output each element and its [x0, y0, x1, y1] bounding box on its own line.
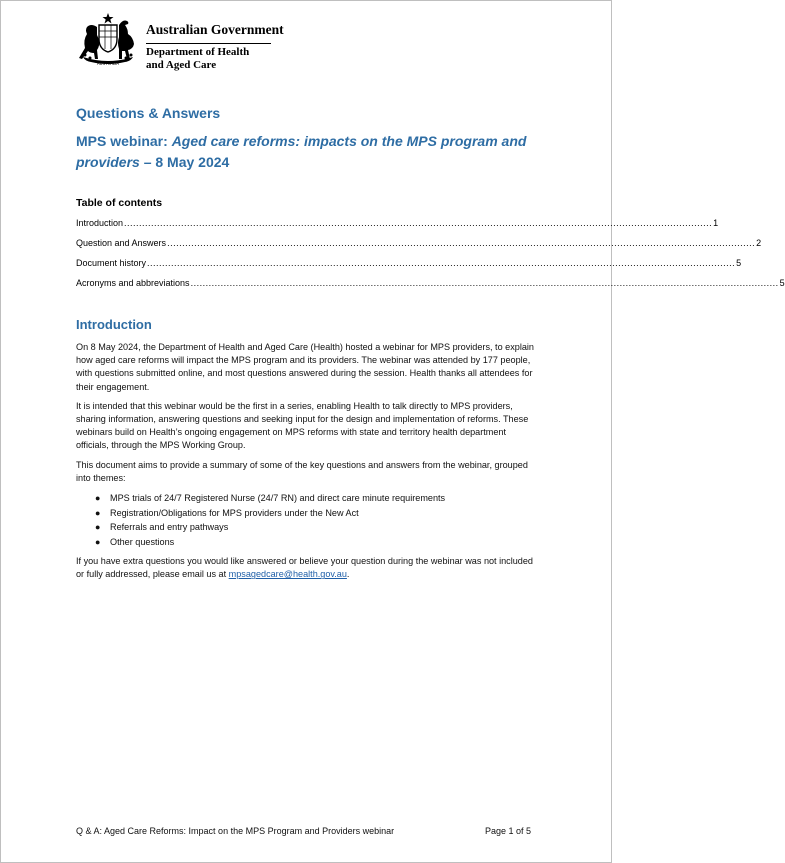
introduction-body: [76, 341, 538, 587]
toc-heading: Table of contents: [76, 197, 163, 209]
bullet-icon: ●: [95, 522, 101, 533]
bullet-icon: ●: [95, 493, 101, 504]
footer-page-number: Page 1 of 5: [485, 826, 532, 836]
closing-paragraph: [76, 555, 538, 581]
toc-leader: ....................................................................................................................................................................................................: [167, 238, 756, 248]
list-item-text: Referrals and entry pathways: [110, 522, 229, 533]
list-item: [95, 535, 538, 550]
coat-of-arms-icon: [75, 11, 141, 67]
table-of-contents: [76, 218, 785, 298]
page-title: [76, 131, 546, 173]
toc-leader: ....................................................................................................................................................................................................: [124, 218, 713, 228]
logo-department-text: [146, 46, 249, 72]
toc-entry-page: 5: [736, 258, 742, 268]
toc-leader: ....................................................................................................................................................................................................: [190, 278, 779, 288]
qa-heading: Questions & Answers: [76, 105, 221, 121]
title-prefix: MPS webinar:: [76, 133, 172, 149]
introduction-heading: Introduction: [76, 317, 152, 332]
list-item: [95, 520, 538, 535]
logo-department-line1: Department of Health: [146, 46, 250, 58]
email-link[interactable]: mpsagedcare@health.gov.au: [228, 569, 347, 580]
toc-entry-document-history[interactable]: [76, 258, 742, 278]
logo-department-line2: and Aged Care: [146, 59, 217, 71]
list-item: [95, 506, 538, 521]
list-item-text: Other questions: [110, 536, 175, 547]
list-item-text: Registration/Obligations for MPS providers under the New Act: [110, 507, 359, 518]
closing-text: If you have extra questions you would like answered or believe your question during the webinar was not included or fully addressed, please email us at: [76, 556, 533, 580]
government-logo: [75, 11, 284, 71]
bullet-icon: ●: [95, 507, 101, 518]
toc-entry-question-and-answers[interactable]: [76, 238, 762, 258]
toc-entry-label: Document history: [76, 258, 147, 268]
toc-entry-page: 2: [756, 238, 762, 248]
introduction-paragraph-1: On 8 May 2024, the Department of Health and Aged Care (Health) hosted a webinar for MPS providers, to explain how aged care reforms will impact the MPS program and its providers. The webinar was attended by 177 people, with questions submitted online, and most questions answered during the session. Health thanks all attendees for their engagement.: [76, 342, 534, 392]
list-item: [95, 491, 538, 506]
introduction-paragraph-2: It is intended that this webinar would be the first in a series, enabling Health to talk directly to MPS providers, sharing information, answering questions and seeking input for the design and implementation of reforms. These webinars build on Health’s ongoing engagement on MPS reforms with state and territory health department officials, through the MPS Working Group.: [76, 400, 529, 451]
toc-entry-label: Introduction: [76, 218, 124, 228]
logo-government-text: Australian Government: [146, 22, 284, 37]
introduction-paragraph-3: This document aims to provide a summary of some of the key questions and answers from the webinar, grouped into themes:: [76, 459, 528, 483]
svg-text:AUSTRALIA: AUSTRALIA: [96, 61, 120, 66]
title-suffix: – 8 May 2024: [139, 154, 230, 170]
bullet-icon: ●: [95, 536, 101, 547]
toc-entry-introduction[interactable]: [76, 218, 719, 238]
title-italic: Aged care reforms: impacts on the MPS program and providers: [76, 133, 527, 170]
toc-entry-label: Acronyms and abbreviations: [76, 278, 190, 288]
footer-document-title: Q & A: Aged Care Reforms: Impact on the MPS Program and Providers webinar: [76, 826, 395, 836]
toc-leader: ....................................................................................................................................................................................................: [147, 258, 736, 268]
toc-entry-page: 5: [779, 278, 785, 288]
logo-divider: [146, 43, 271, 44]
toc-entry-label: Question and Answers: [76, 238, 167, 248]
themes-list: [76, 491, 538, 549]
list-item-text: MPS trials of 24/7 Registered Nurse (24/7 RN) and direct care minute requirements: [110, 493, 446, 504]
toc-entry-page: 1: [713, 218, 719, 228]
closing-end: .: [346, 569, 350, 580]
toc-entry-acronyms[interactable]: [76, 278, 785, 298]
